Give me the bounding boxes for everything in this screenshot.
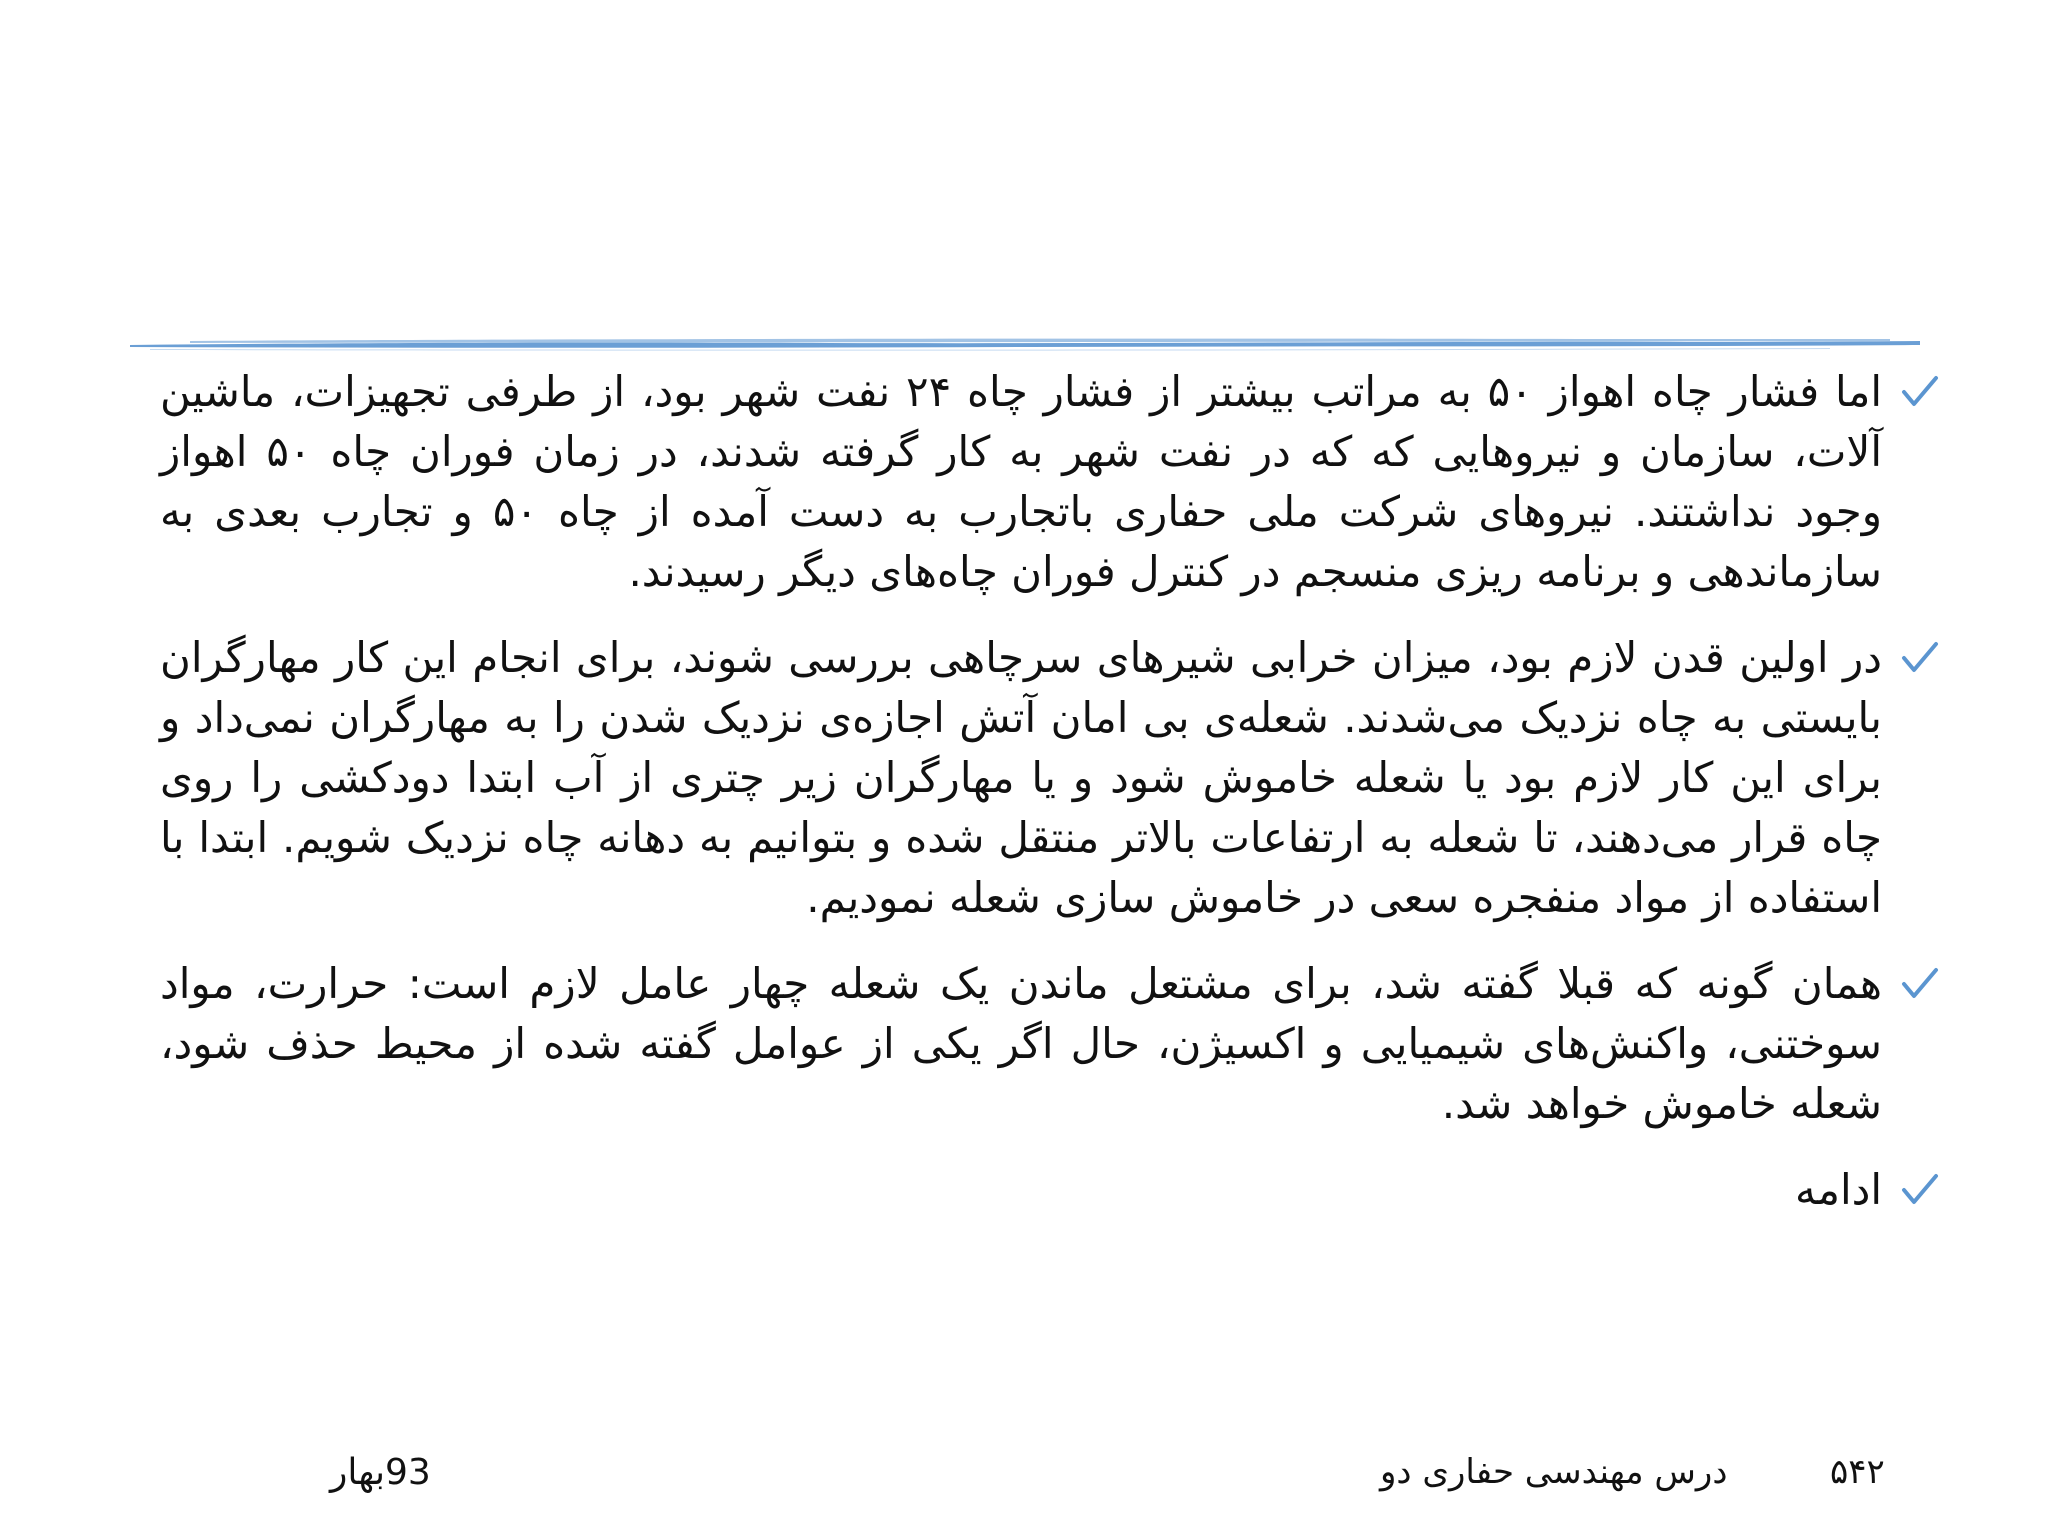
check-mark-icon	[1900, 966, 1940, 1002]
brush-divider	[130, 333, 1920, 353]
bullet-text: اما فشار چاه اهواز ۵۰ به مراتب بیشتر از فشار چاه ۲۴ نفت شهر بود، از طرفی تجهیزات، ماشین آلات، سازمان و نیروهایی که که در نفت شهر به کار گرفته شدند، در زمان فوران چاه ۵۰ اهواز وجود نداشتند. نیروهای شرکت ملی حفاری باتجارب به دست آمده از چاه ۵۰ و تجارب بعدی به سازماندهی و برنامه ریزی منسجم در کنترل فوران چاه‌های دیگر رسیدند.	[160, 367, 1882, 596]
footer-course-title: درس مهندسی حفاری دو	[1380, 1452, 1728, 1492]
footer-page-number: ۵۴۲	[1830, 1452, 1885, 1492]
check-mark-icon	[1900, 1172, 1940, 1208]
bullet-list	[160, 362, 1906, 1246]
bullet-text: ادامه	[1794, 1165, 1882, 1214]
check-mark-icon	[1900, 374, 1940, 410]
footer-date: 93بهار	[330, 1452, 431, 1493]
bullet-item	[160, 628, 1906, 928]
bullet-item	[160, 362, 1906, 602]
check-mark-icon	[1900, 640, 1940, 676]
bullet-item	[160, 954, 1906, 1134]
bullet-item	[160, 1160, 1906, 1220]
bullet-text: در اولین قدن لازم بود، میزان خرابی شیرهای سرچاهی بررسی شوند، برای انجام این کار مهارگران بایستی به چاه نزدیک می‌شدند. شعله‌ی بی امان آتش اجازه‌ی نزدیک شدن را به مهارگران نمی‌داد و برای این کار لازم بود یا شعله خاموش شود و یا مهارگران زیر چتری از آب ابتدا دودکشی را روی چاه قرار می‌دهند، تا شعله به ارتفاعات بالاتر منتقل شده و بتوانیم به دهانه چاه نزدیک شویم. ابتدا با استفاده از مواد منفجره سعی در خاموش سازی شعله نمودیم.	[160, 633, 1882, 922]
bullet-text: همان گونه که قبلا گفته شد، برای مشتعل ماندن یک شعله چهار عامل لازم است: حرارت، مواد سوختنی، واکنش‌های شیمیایی و اکسیژن، حال اگر یکی از عوامل گفته شده از محیط حذف شود، شعله خاموش خواهد شد.	[160, 959, 1882, 1128]
